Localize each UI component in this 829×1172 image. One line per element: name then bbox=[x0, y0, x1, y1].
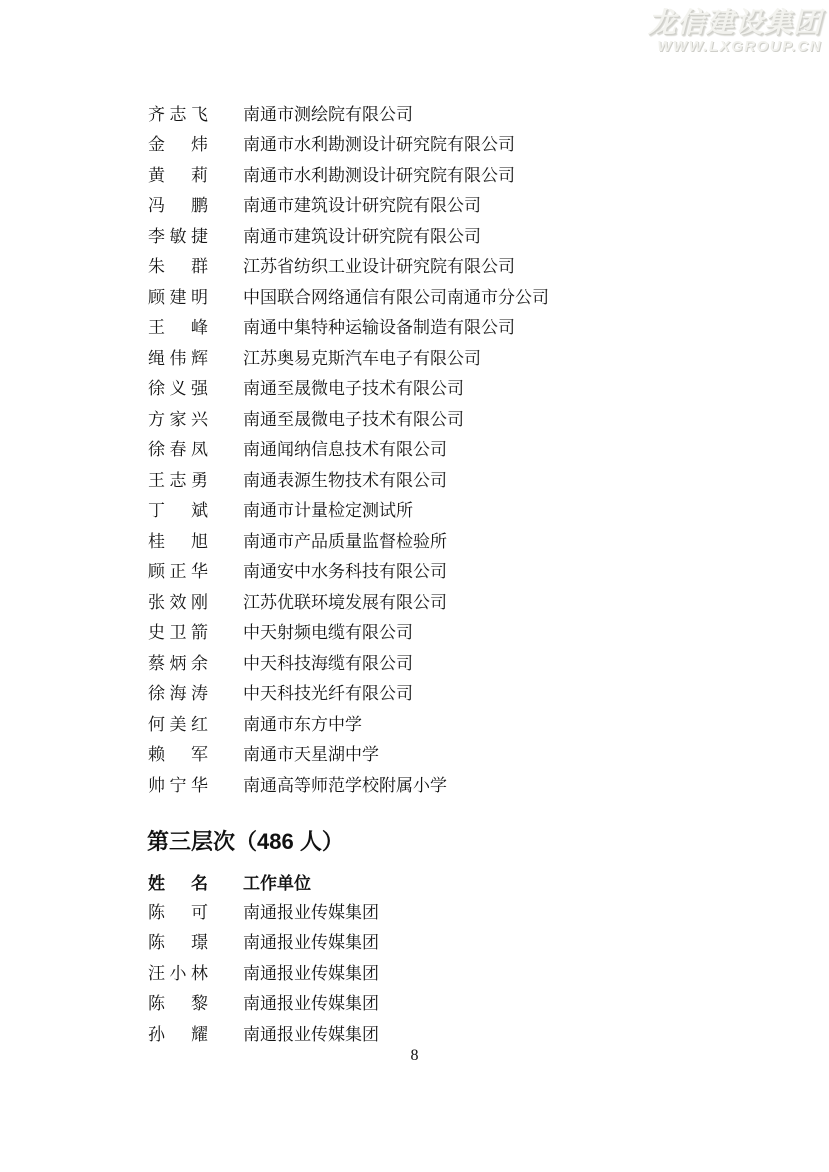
person-name: 冯 鹏 bbox=[148, 196, 208, 216]
table-row bbox=[148, 128, 549, 159]
person-name: 桂 旭 bbox=[148, 531, 208, 551]
column-header-name: 姓 名 bbox=[148, 874, 208, 893]
person-name: 何美红 bbox=[148, 714, 208, 734]
work-unit: 南通报业传媒集团 bbox=[243, 902, 379, 922]
table-row bbox=[148, 158, 549, 189]
person-name: 李敏捷 bbox=[148, 226, 208, 246]
work-unit: 南通市计量检定测试所 bbox=[243, 501, 413, 521]
work-unit: 江苏优联环境发展有限公司 bbox=[243, 592, 447, 612]
table-row bbox=[148, 616, 549, 647]
work-unit: 南通市建筑设计研究院有限公司 bbox=[243, 196, 481, 216]
person-name: 汪小林 bbox=[148, 963, 208, 983]
person-name: 蔡炳余 bbox=[148, 653, 208, 673]
table-row bbox=[148, 646, 549, 677]
table-row bbox=[148, 738, 549, 769]
person-name: 王志勇 bbox=[148, 470, 208, 490]
section-heading-third-tier: 第三层次（486 人） bbox=[147, 829, 344, 854]
person-name: 黄 莉 bbox=[148, 165, 208, 185]
person-name: 顾建明 bbox=[148, 287, 208, 307]
work-unit: 南通市建筑设计研究院有限公司 bbox=[243, 226, 481, 246]
table-row bbox=[148, 987, 379, 1018]
watermark-logo bbox=[648, 8, 822, 55]
work-unit: 南通中集特种运输设备制造有限公司 bbox=[243, 318, 515, 338]
table-row bbox=[148, 494, 549, 525]
person-name: 陈 可 bbox=[148, 902, 208, 922]
table-row bbox=[148, 524, 549, 555]
person-name: 王 峰 bbox=[148, 318, 208, 338]
person-name: 方家兴 bbox=[148, 409, 208, 429]
table-row bbox=[148, 956, 379, 987]
person-name: 顾正华 bbox=[148, 562, 208, 582]
work-unit: 南通安中水务科技有限公司 bbox=[243, 562, 447, 582]
work-unit: 南通高等师范学校附属小学 bbox=[243, 775, 447, 795]
table-row bbox=[148, 926, 379, 957]
page-number: 8 bbox=[410, 1047, 419, 1064]
work-unit: 中天科技海缆有限公司 bbox=[243, 653, 413, 673]
table-row bbox=[148, 189, 549, 220]
work-unit: 南通闻纳信息技术有限公司 bbox=[243, 440, 447, 460]
table-row bbox=[148, 463, 549, 494]
person-name: 丁 斌 bbox=[148, 501, 208, 521]
work-unit: 江苏奥易克斯汽车电子有限公司 bbox=[243, 348, 481, 368]
name-unit-list-continued bbox=[148, 97, 549, 799]
table-row bbox=[148, 341, 549, 372]
person-name: 徐海涛 bbox=[148, 684, 208, 704]
person-name: 齐志飞 bbox=[148, 104, 208, 124]
table-row bbox=[148, 311, 549, 342]
table-row bbox=[148, 97, 549, 128]
work-unit: 中天科技光纤有限公司 bbox=[243, 684, 413, 704]
table-row bbox=[148, 555, 549, 586]
work-unit: 中天射频电缆有限公司 bbox=[243, 623, 413, 643]
work-unit: 江苏省纺织工业设计研究院有限公司 bbox=[243, 257, 515, 277]
person-name: 史卫箭 bbox=[148, 623, 208, 643]
person-name: 绳伟辉 bbox=[148, 348, 208, 368]
person-name: 张效刚 bbox=[148, 592, 208, 612]
work-unit: 南通至晟微电子技术有限公司 bbox=[243, 409, 464, 429]
watermark-brand-text: 龙信建设集团 bbox=[647, 7, 822, 38]
person-name: 徐义强 bbox=[148, 379, 208, 399]
work-unit: 南通报业传媒集团 bbox=[243, 1024, 379, 1044]
table-row bbox=[148, 707, 549, 738]
work-unit: 南通表源生物技术有限公司 bbox=[243, 470, 447, 490]
table-column-header bbox=[148, 869, 311, 894]
work-unit: 南通报业传媒集团 bbox=[243, 963, 379, 983]
watermark-url-text: WWW.LXGROUP.CN bbox=[657, 37, 822, 55]
table-row bbox=[148, 1017, 379, 1048]
person-name: 陈 黎 bbox=[148, 994, 208, 1014]
work-unit: 南通市东方中学 bbox=[243, 714, 362, 734]
person-name: 帅宁华 bbox=[148, 775, 208, 795]
person-name: 赖 军 bbox=[148, 745, 208, 765]
table-row bbox=[148, 219, 549, 250]
table-row bbox=[148, 895, 379, 926]
table-row bbox=[148, 768, 549, 799]
person-name: 孙 耀 bbox=[148, 1024, 208, 1044]
work-unit: 南通市测绘院有限公司 bbox=[243, 104, 413, 124]
table-row bbox=[148, 585, 549, 616]
work-unit: 南通市水利勘测设计研究院有限公司 bbox=[243, 135, 515, 155]
table-row bbox=[148, 372, 549, 403]
table-row bbox=[148, 280, 549, 311]
work-unit: 南通市天星湖中学 bbox=[243, 745, 379, 765]
table-row bbox=[148, 677, 549, 708]
work-unit: 南通报业传媒集团 bbox=[243, 933, 379, 953]
person-name: 朱 群 bbox=[148, 257, 208, 277]
person-name: 陈 璟 bbox=[148, 933, 208, 953]
work-unit: 南通市产品质量监督检验所 bbox=[243, 531, 447, 551]
work-unit: 南通至晟微电子技术有限公司 bbox=[243, 379, 464, 399]
work-unit: 中国联合网络通信有限公司南通市分公司 bbox=[243, 287, 549, 307]
work-unit: 南通报业传媒集团 bbox=[243, 994, 379, 1014]
person-name: 徐春凤 bbox=[148, 440, 208, 460]
work-unit: 南通市水利勘测设计研究院有限公司 bbox=[243, 165, 515, 185]
table-row bbox=[148, 402, 549, 433]
column-header-work-unit: 工作单位 bbox=[243, 874, 311, 893]
table-row bbox=[148, 250, 549, 281]
person-name: 金 炜 bbox=[148, 135, 208, 155]
table-row bbox=[148, 433, 549, 464]
name-unit-list-third-tier bbox=[148, 895, 379, 1048]
